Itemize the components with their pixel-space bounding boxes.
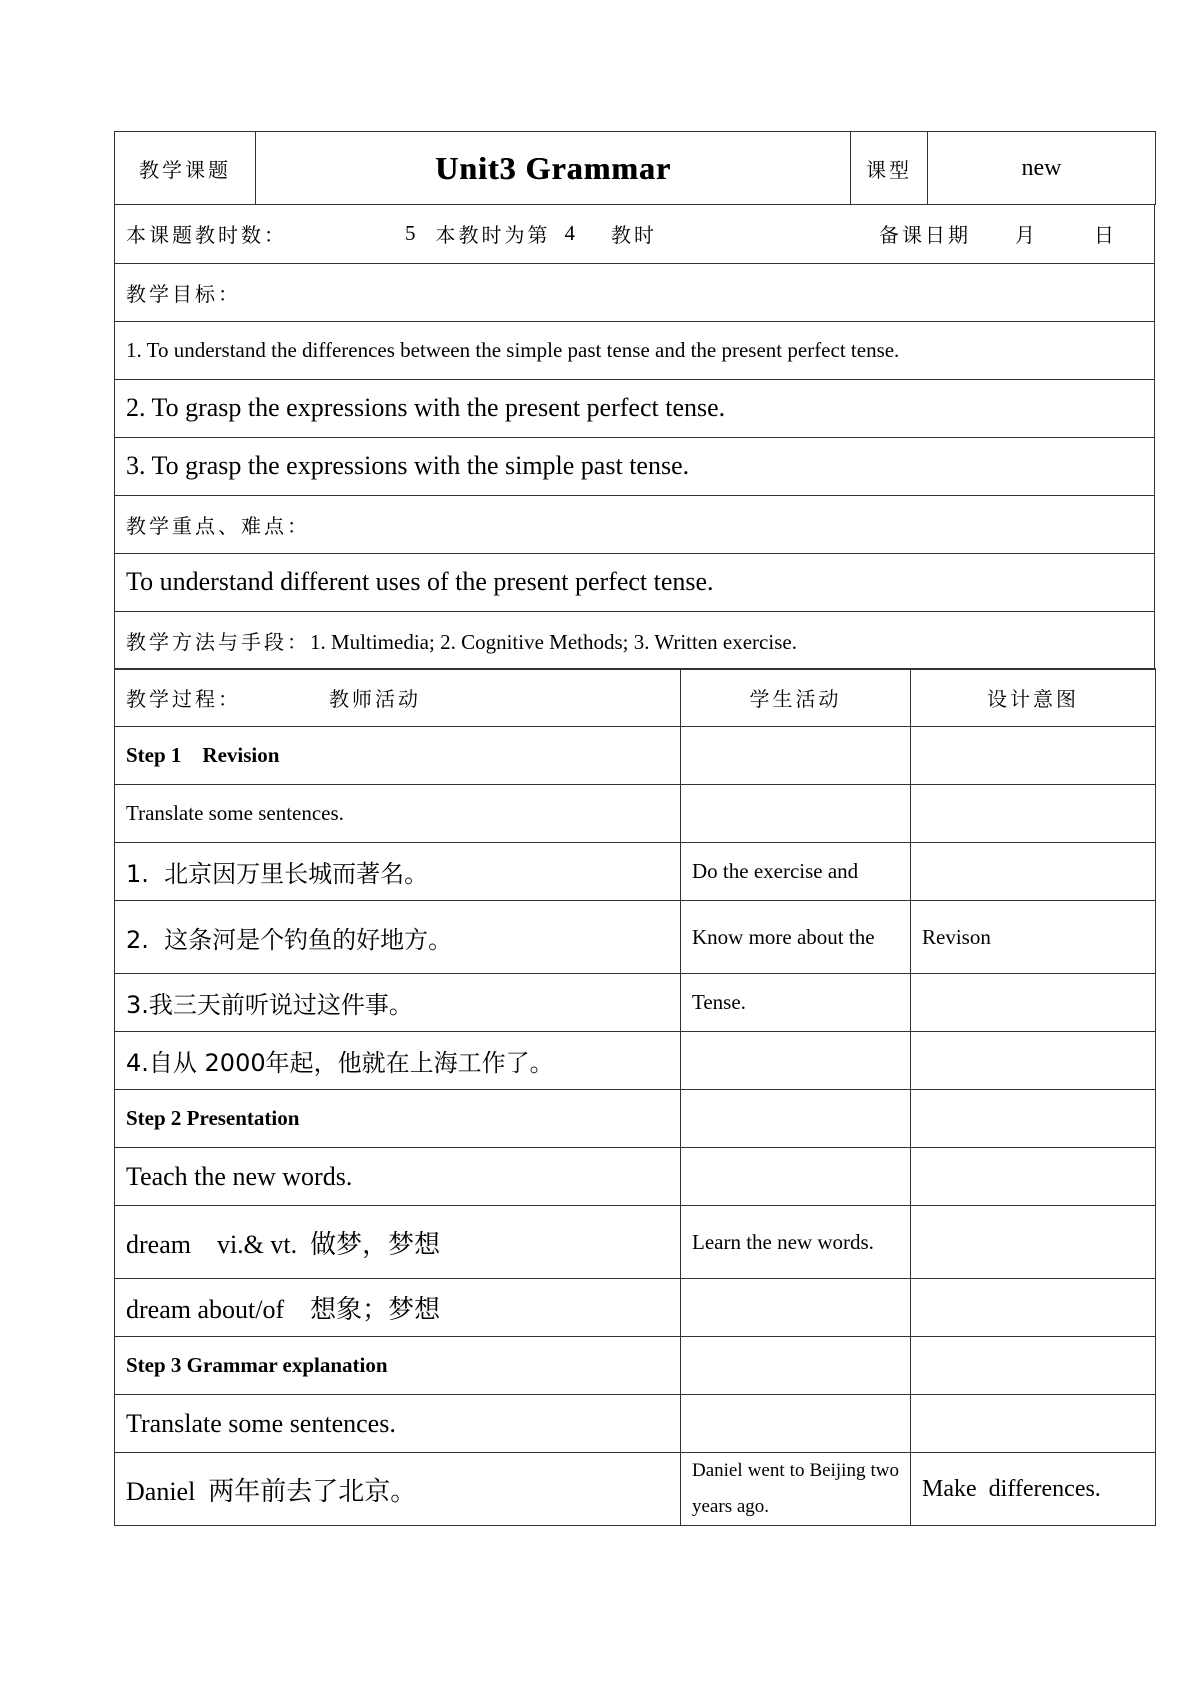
type-value: new [928, 132, 1156, 205]
objective-item-3: 3. To grasp the expressions with the simple past tense. [115, 437, 1155, 495]
table-row [115, 901, 1156, 974]
step-3-title: Step 3 Grammar explanation [115, 1337, 681, 1395]
topic-title: Unit3 Grammar [256, 132, 851, 205]
teacher-cell: Teach the new words. [115, 1148, 681, 1206]
objectives-label: 教学目标： [115, 263, 1155, 321]
table-row [115, 1090, 1156, 1148]
date-label: 备课日期 [879, 223, 971, 247]
teacher-cell [115, 974, 681, 1032]
type-label: 课型 [851, 132, 928, 205]
table-row [115, 1148, 1156, 1206]
table-row [115, 1279, 1156, 1337]
teacher-cell: Daniel 两年前去了北京。 [115, 1453, 681, 1526]
objective-item-2: 2. To grasp the expressions with the present perfect tense. [115, 379, 1155, 437]
student-cell: Learn the new words. [681, 1206, 911, 1279]
intent-cell [911, 727, 1156, 785]
table-row [115, 843, 1156, 901]
student-cell: Do the exercise and [681, 843, 911, 901]
intent-cell: Make differences. [911, 1453, 1156, 1526]
student-cell [681, 1395, 911, 1453]
teacher-cell: dream about/of 想象；梦想 [115, 1279, 681, 1337]
sentence-text: 4.自从 2000年起，他就在上海工作了。 [126, 1049, 554, 1077]
topic-label: 教学课题 [115, 132, 256, 205]
table-row [115, 727, 1156, 785]
current-unit: 教时 [611, 223, 657, 247]
process-header-teacher [115, 669, 681, 727]
info-row [115, 204, 1155, 263]
sentence-text: 3.我三天前听说过这件事。 [126, 991, 413, 1019]
student-cell [681, 1148, 911, 1206]
intent-cell [911, 785, 1156, 843]
methods-text: 1. Multimedia; 2. Cognitive Methods; 3. Written exercise. [310, 629, 797, 654]
intent-cell [911, 843, 1156, 901]
student-cell [681, 1279, 911, 1337]
student-cell [681, 1032, 911, 1090]
intent-cell [911, 1395, 1156, 1453]
step-1-title: Step 1 Revision [115, 727, 681, 785]
date-month: 月 [1015, 223, 1038, 247]
teacher-cell: Translate some sentences. [115, 1395, 681, 1453]
intent-cell [911, 1206, 1156, 1279]
intent-cell [911, 1279, 1156, 1337]
key-points-label: 教学重点、难点： [115, 495, 1155, 553]
step-2-title: Step 2 Presentation [115, 1090, 681, 1148]
teacher-cell [115, 1206, 681, 1279]
table-row [115, 785, 1156, 843]
student-cell [681, 785, 911, 843]
student-cell [681, 1090, 911, 1148]
process-label: 教学过程： [126, 687, 241, 711]
teacher-cell: Translate some sentences. [115, 785, 681, 843]
sentence-text: 2. 这条河是个钓鱼的好地方。 [126, 925, 453, 954]
teacher-cell [115, 843, 681, 901]
table-row [115, 1206, 1156, 1279]
intent-cell [911, 1032, 1156, 1090]
intent-cell [911, 1337, 1156, 1395]
table-row [115, 1453, 1156, 1526]
current-value: 4 [564, 221, 575, 245]
hours-label: 本课题教时数： [126, 223, 287, 247]
date-day: 日 [1094, 223, 1117, 247]
methods-row [115, 611, 1155, 669]
methods-label: 教学方法与手段： [126, 629, 310, 654]
intent-cell [911, 974, 1156, 1032]
info-table [114, 204, 1155, 670]
student-cell: Tense. [681, 974, 911, 1032]
lesson-plan-sheet [114, 131, 1155, 1526]
col-student: 学生活动 [681, 669, 911, 727]
intent-cell: Revison [911, 901, 1156, 974]
sentence-text: 1. 北京因万里长城而著名。 [126, 860, 429, 888]
student-cell [681, 727, 911, 785]
hours-value: 5 [405, 221, 416, 245]
process-table [114, 668, 1156, 1526]
intent-cell [911, 1090, 1156, 1148]
table-row [115, 1032, 1156, 1090]
teacher-cell [115, 901, 681, 974]
intent-cell [911, 1148, 1156, 1206]
objective-item-1: 1. To understand the differences between the simple past tense and the present perfect tense. [115, 321, 1155, 379]
table-row [115, 1337, 1156, 1395]
current-label: 本教时为第 [435, 223, 551, 247]
header-table [114, 131, 1156, 205]
process-header-row [115, 669, 1156, 727]
student-cell: Know more about the [681, 901, 911, 974]
vocab-text: dream vi.& vt. 做梦，梦想 [126, 1229, 441, 1259]
teacher-cell [115, 1032, 681, 1090]
col-teacher: 教师活动 [329, 687, 421, 711]
table-row [115, 974, 1156, 1032]
col-intent: 设计意图 [911, 669, 1156, 727]
student-cell: Daniel went to Beijing two years ago. [681, 1453, 911, 1526]
key-points-text: To understand different uses of the present perfect tense. [115, 553, 1155, 611]
student-cell [681, 1337, 911, 1395]
table-row [115, 1395, 1156, 1453]
